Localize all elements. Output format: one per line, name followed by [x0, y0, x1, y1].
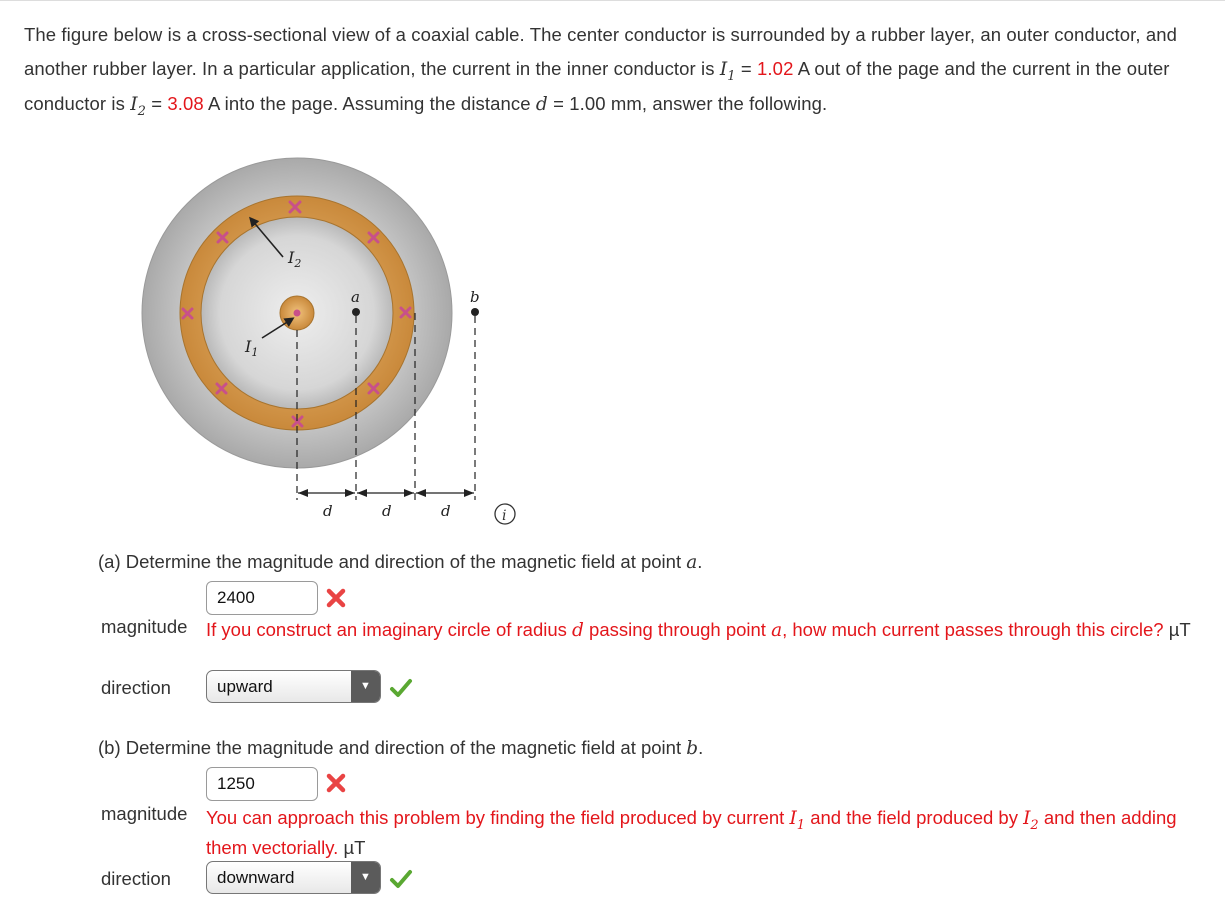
direction-value-a: upward	[217, 677, 273, 696]
i2-value: 3.08	[167, 93, 204, 114]
incorrect-x-mark-icon	[325, 587, 347, 609]
label-i2: $I_2$	[288, 248, 302, 270]
direction-select-a[interactable]	[206, 670, 381, 703]
correct-checkmark-icon	[389, 677, 413, 699]
intro-eq-1: =	[735, 58, 758, 79]
triangle-down-icon[interactable]: ▼	[351, 862, 380, 893]
intro-eq-2: =	[145, 93, 168, 114]
direction-label-b: direction	[101, 868, 171, 889]
info-circle-icon[interactable]	[495, 504, 515, 524]
question-b: (b) Determine the magnitude and direction of the magnetic field at point b.	[98, 737, 704, 759]
i1-value: 1.02	[757, 58, 794, 79]
magnitude-input-b[interactable]: 1250	[206, 767, 318, 801]
intro-text-1: The figure below is a cross-sectional view of a coaxial cable. The center conductor is surrounded by a rubber layer, an outer conductor, and another rubber layer. In a particular application, the current in the inner conductor is	[24, 24, 1178, 79]
magnitude-label-a: magnitude	[101, 616, 188, 637]
intro-text-4: = 1.00 mm, answer the following.	[547, 93, 828, 114]
problem-statement	[24, 18, 1209, 122]
intro-text-2: A out of the page and the current in the outer conductor is	[24, 58, 1170, 114]
label-d-3: d	[441, 502, 451, 520]
question-a: (a) Determine the magnitude and direction of the magnetic field at point a.	[98, 551, 703, 573]
direction-value-b: downward	[217, 868, 295, 887]
magnitude-label-b: magnitude	[101, 803, 188, 824]
point-a	[352, 308, 360, 316]
direction-label-a: direction	[101, 677, 171, 698]
label-point-a: a	[351, 288, 360, 306]
point-b	[471, 308, 479, 316]
i1-symbol: $I_1$	[719, 59, 736, 84]
label-point-b: b	[470, 288, 480, 306]
coax-diagram	[140, 155, 525, 530]
i2-symbol: $I_2$	[130, 94, 146, 119]
label-i1: $I_1$	[245, 337, 259, 359]
top-divider	[0, 0, 1225, 1]
d-symbol: d	[535, 94, 548, 115]
label-d-2: d	[382, 502, 392, 520]
incorrect-x-mark-icon	[325, 772, 347, 794]
svg-text:i: i	[502, 508, 507, 524]
intro-text-3: A into the page. Assuming the distance	[203, 93, 536, 114]
unit-b: µT	[343, 837, 366, 858]
triangle-down-icon[interactable]: ▼	[351, 671, 380, 702]
magnitude-input-a[interactable]: 2400	[206, 581, 318, 615]
coaxial-cable-figure	[140, 155, 525, 530]
label-d-1: d	[323, 502, 333, 520]
correct-checkmark-icon	[389, 868, 413, 890]
hint-b: You can approach this problem by finding the field produced by current $I_1$ and the field produced by $I_2$ and then adding them vectorially. µT	[206, 807, 1177, 858]
hint-a: If you construct an imaginary circle of radius d passing through point a, how much current passes through this circle? µT	[206, 619, 1191, 641]
unit-a: µT	[1168, 619, 1191, 640]
direction-select-b[interactable]	[206, 861, 381, 894]
current-out-dot-icon	[294, 310, 301, 317]
